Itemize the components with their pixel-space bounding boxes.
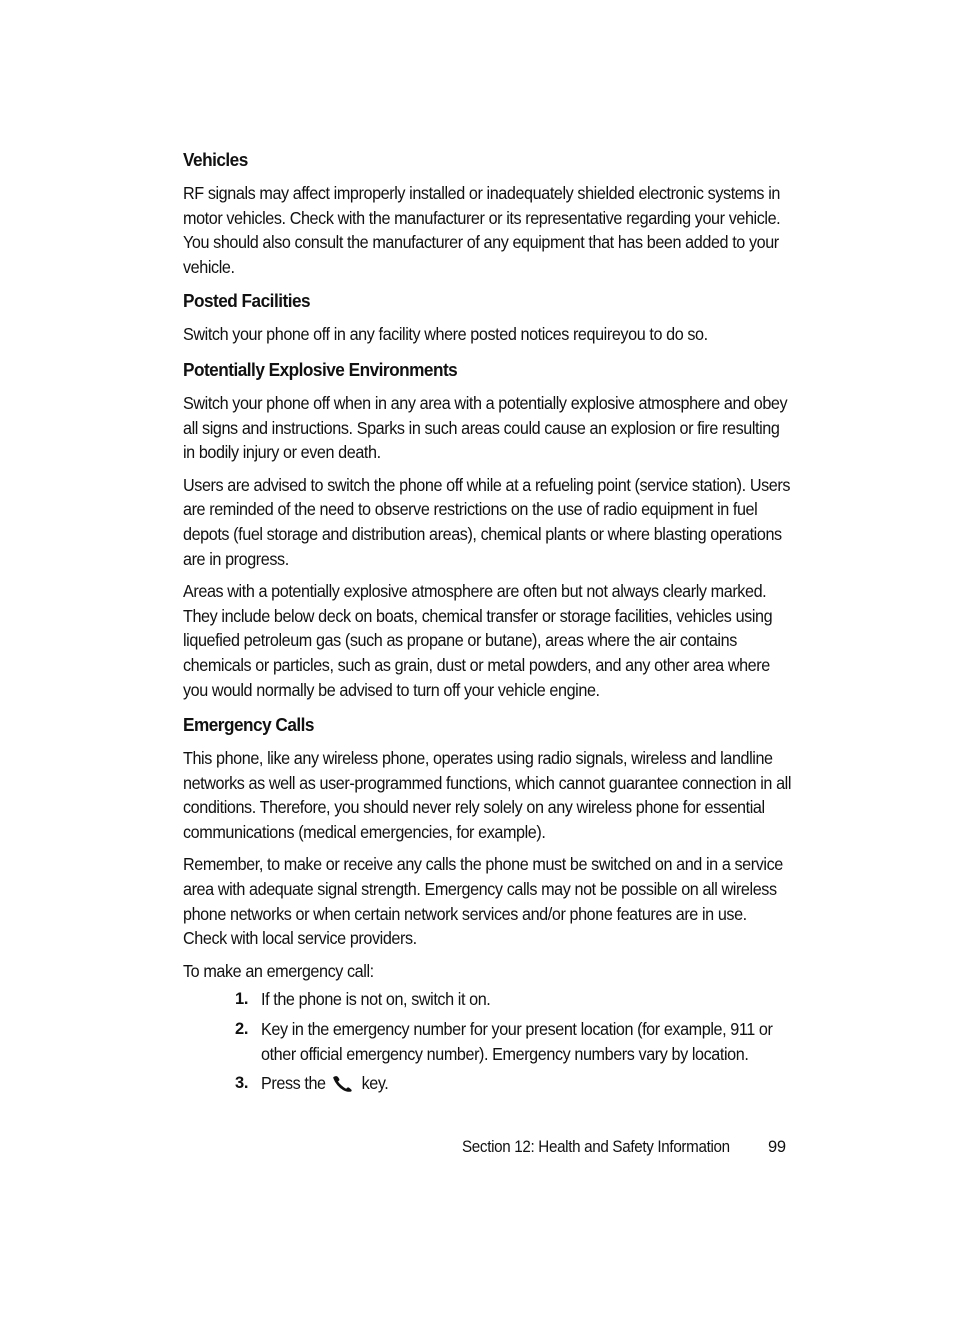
paragraph-explosive-2: Users are advised to switch the phone off while at a refueling point (service station). Users are reminded of the need to observe restrictions on the use of radio equipment in fuel depots (fuel storage and distribution areas), chemical plants or where blasting operations are in progress. [183,474,791,569]
paragraph-emergency-1: This phone, like any wireless phone, operates using radio signals, wireless and landline networks as well as user-programmed functions, which cannot guarantee connection in all conditions. Therefore, you should never rely solely on any wireless phone for essential communications (medical emergencies, for example). [183,748,792,842]
heading-posted-facilities: Posted Facilities [183,290,311,312]
heading-vehicles: Vehicles [183,149,248,170]
step-text-after: key. [361,1073,389,1094]
paragraph-emergency-2: Remember, to make or receive any calls the phone must be switched on and in a service area with adequate signal strength. Emergency calls may not be possible on all wireless phone networks or when certain network services and/or phone features are in use. Check with local service providers. [183,854,783,949]
paragraph-explosive-1: Switch your phone off when in any area with a potentially explosive atmosphere and obey all signs and instructions. Sparks in such areas could cause an explosion or fire resulting in bodily injury or even death. [183,392,788,463]
step-number: 2. [235,1020,249,1039]
paragraph-explosive-3: Areas with a potentially explosive atmosphere are often but not always clearly marked. They include below deck on boats, chemical transfer or storage facilities, vehicles using liquefied petroleum gas (such as propane or butane), areas where the air contains chemicals or particles, such as grain, dust or metal powders, and any other area where you would normally be advised to turn off your vehicle engine. [183,581,773,700]
step-number: 3. [235,1074,249,1093]
send-key-handset-icon [332,1074,356,1092]
document-page [183,148,803,1101]
footer-page-number: 99 [768,1138,786,1156]
step-item [235,987,803,1012]
heading-emergency-calls: Emergency Calls [183,714,314,736]
step-text-before: Press the [261,1073,326,1094]
emergency-call-intro: To make an emergency call: [183,960,374,981]
footer-section-label: Section 12: Health and Safety Information [462,1138,730,1156]
step-item [235,1017,803,1066]
paragraph-posted-facilities: Switch your phone off in any facility where posted notices requireyou to do so. [183,324,708,345]
heading-explosive-environments: Potentially Explosive Environments [183,358,458,380]
step-text: Key in the emergency number for your present location (for example, 911 or other official emergency number). Emergency numbers vary by location. [261,1019,773,1064]
step-item [235,1071,803,1096]
page-footer [462,1136,792,1158]
step-text: If the phone is not on, switch it on. [261,989,491,1010]
step-number: 1. [235,990,249,1009]
emergency-steps-list [235,987,803,1095]
step-text [261,1071,798,1096]
paragraph-vehicles: RF signals may affect improperly installed or inadequately shielded electronic systems in motor vehicles. Check with the manufacturer or its representative regarding your vehicle. You should also consult the manufacturer of any equipment that has been added to your vehicle. [183,183,781,277]
